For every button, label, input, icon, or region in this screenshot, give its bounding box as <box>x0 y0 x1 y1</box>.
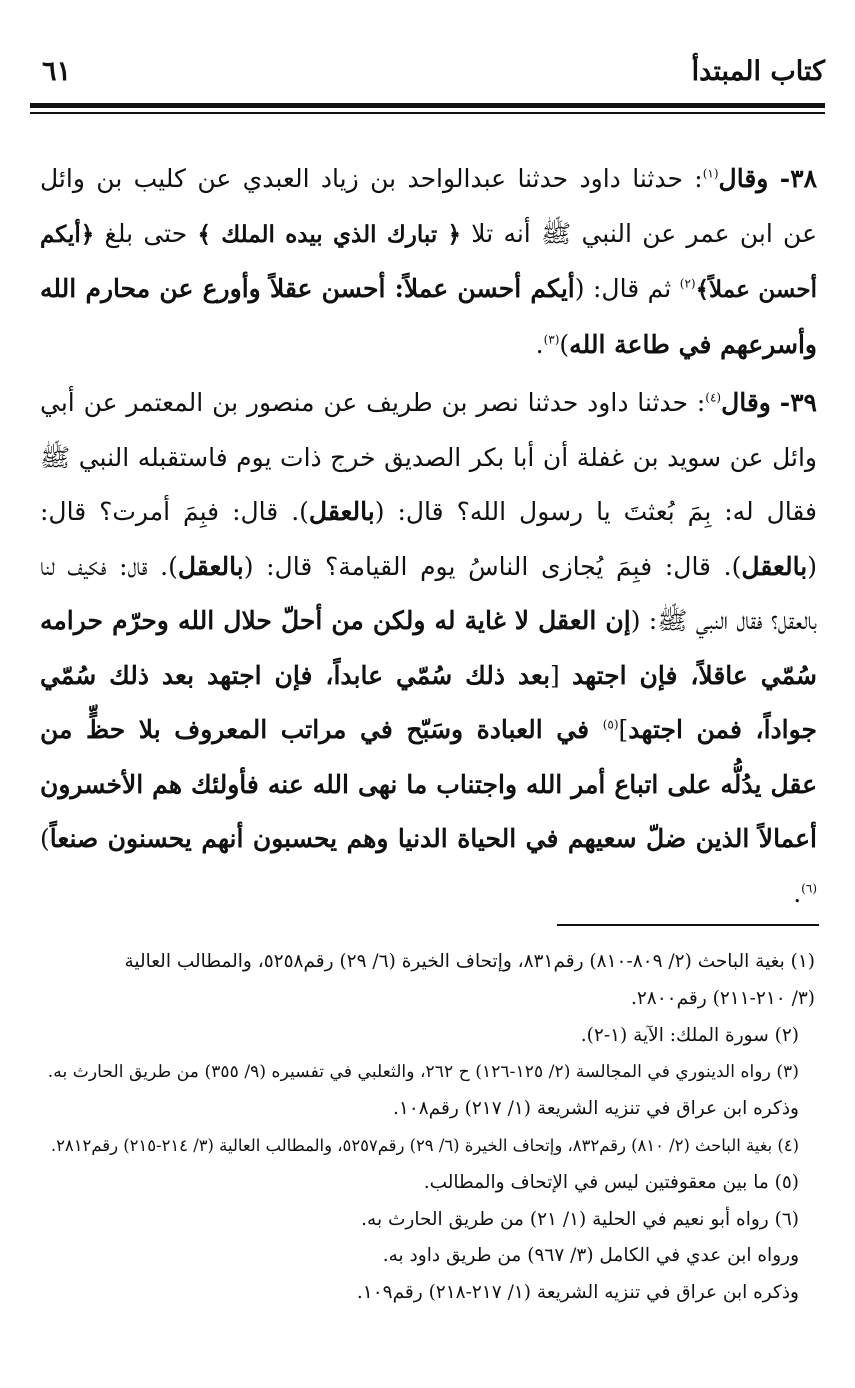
footnotes <box>40 944 815 1312</box>
header-rule-thick <box>30 103 825 108</box>
said-label: وقال <box>721 388 771 417</box>
footnote-separator <box>557 924 819 926</box>
footnote-line: ورواه ابن عدي في الكامل (٣/ ٩٦٧) من طريق داود به. <box>382 1245 799 1267</box>
hadith-bold-text: بعد ذلك سُمّي عابداً، فإن اجتهد بعد ذلك سُمّي جواداً، فمن اجتهد <box>40 660 817 744</box>
header-rule-thin <box>30 112 825 114</box>
text-segment: : حدثنا داود حدثنا نصر بن طريف عن منصور بن المعتمر عن أبي وائل عن سويد بن غفلة أن أبا بكر الصديق خرج ذات يوم فاستقبله النبي ﷺ فقال له: بِمَ بُعثتَ يا رسول الله؟ قال: ( <box>40 388 817 526</box>
hadith-bold-text: في العبادة وسَبّح في مراتب المعروف بلا حظٍّ من عقل يدُلُّه على اتباع أمر الله واجتناب ما نهى الله عنه فأولئك هم الأخسرون أعمالاً الذين ضلّ سعيهم في الحياة الدنيا وهم يحسبون أنهم يحسنون صنعاً <box>40 715 817 853</box>
footnote-line: وذكره ابن عراق في تنزيه الشريعة (١/ ٢١٧-٢١٨) رقم١٠٩. <box>356 1282 799 1304</box>
footnote-ref: (٣) <box>543 332 560 347</box>
footnote-ref: (٦) <box>801 881 817 896</box>
quran-quote: ﴿أيكم أحسن عملاً﴾ <box>40 220 817 303</box>
said-label: وقال <box>718 164 769 193</box>
hadith-38 <box>40 152 817 372</box>
text-segment: ) <box>559 329 570 359</box>
text-segment: ) <box>40 824 50 853</box>
footnote-line: (٤) بغية الباحث (٢/ ٨١٠) رقم٨٣٢، وإتحاف الخيرة (٦/ ٢٩) رقم٥٢٥٧، والمطالب العالية (٣/ ٢١٤-٢١٥) رقم٢٨١٢. <box>50 1135 799 1155</box>
footnote-line: (٢) سورة الملك: الآية (١-٢). <box>580 1024 799 1046</box>
text-segment: : حدثنا داود حدثنا عبدالواحد بن زياد العبدي عن كليب بن وائل عن ابن عمر عن النبي ﷺ أنه تلا <box>40 164 817 248</box>
footnote-ref: (٢) <box>679 276 696 291</box>
hadith-bold-text: بالعقل <box>741 551 808 581</box>
page-number: ٦١ <box>42 56 72 87</box>
text-segment: ] <box>618 715 629 744</box>
text-segment: حتى بلغ <box>94 218 198 248</box>
main-text <box>40 152 817 925</box>
footnote-line: وذكره ابن عراق في تنزيه الشريعة (١/ ٢١٧) رقم١٠٨. <box>392 1098 799 1120</box>
footnote-ref: (١) <box>702 166 719 181</box>
text-segment: ). قال: فكيف لنا بالعقل؟ فقال النبي ﷺ: ( <box>40 551 817 635</box>
footnote-line: (٣) رواه الدينوري في المجالسة (٢/ ١٢٥-١٢٦) ح ٢٦٢، والثعلبي في تفسيره (٩/ ٣٥٥) من طريق الحارث به. <box>47 1062 799 1083</box>
footnote-line: (٦) رواه أبو نعيم في الحلية (١/ ٢١) من طريق الحارث به. <box>361 1208 799 1230</box>
footnote-line: (٥) ما بين معقوفتين ليس في الإتحاف والمطالب. <box>423 1171 799 1193</box>
hadith-bold-text: إن العقل لا غاية له ولكن من أحلّ حلال الله وحرّم حرامه سُمّي عاقلاً، فإن اجتهد <box>40 606 818 690</box>
text-segment: ). قال: فبِمَ يُجازى الناسُ يوم القيامة؟ قال: ( <box>243 551 742 581</box>
footnote-ref: (٤) <box>705 390 722 405</box>
quran-quote: ﴿ تبارك الذي بيده الملك ﴾ <box>197 220 462 248</box>
hadith-bold-text: بالعقل <box>308 497 375 526</box>
book-title: كتاب المبتدأ <box>691 56 825 87</box>
hadith-bold-text: أيكم أحسن عملاً: أحسن عقلاً وأورع عن محارم الله وأسرعهم في طاعة الله <box>40 274 817 359</box>
hadith-bold-text: بالعقل <box>177 551 244 581</box>
page-header <box>30 48 825 100</box>
footnote-line: (١) بغية الباحث (٢/ ٨٠٩-٨١٠) رقم٨٣١، وإتحاف الخيرة (٦/ ٢٩) رقم٥٢٥٨، والمطالب العالية <box>124 951 815 972</box>
hadith-number: ٣٩- <box>779 388 817 417</box>
hadith-number: ٣٨- <box>779 164 817 193</box>
text-segment: . <box>793 878 802 908</box>
footnote-line: (٣/ ٢١٠-٢١١) رقم٢٨٠٠. <box>630 987 815 1009</box>
hadith-39 <box>40 376 817 921</box>
text-segment: ثم قال: ( <box>574 274 680 303</box>
text-segment: . <box>535 329 544 359</box>
footnote-ref: (٥) <box>602 717 619 732</box>
text-segment: [ <box>550 660 572 690</box>
text-segment: ). قال: فبِمَ أمرت؟ قال: ( <box>40 497 817 581</box>
